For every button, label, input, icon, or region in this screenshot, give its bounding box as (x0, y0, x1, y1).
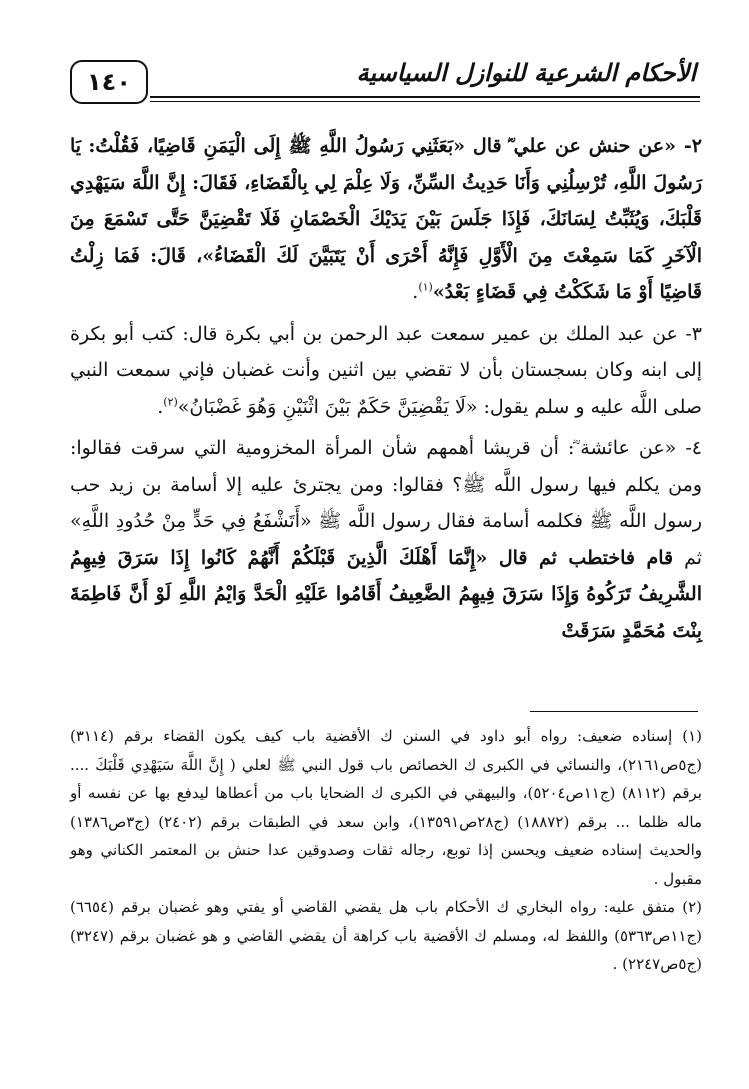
footnote-line: (٢) متفق عليه: رواه البخاري ك الأحكام باب هل يقضي القاضي أو يفتي وهو غضبان برقم (121, 898, 702, 916)
text-line: رسول اللَّه ﷺ فكلمه أسامة فقال رسول اللَّه ﷺ «أَتَشْفَعُ فِي حَدٍّ مِنْ حُدُودِ اللَّهِ» ثم (70, 510, 702, 569)
footnote-line: (١) إسناده ضعيف: رواه أبو داود في السنن ك الأقضية باب كيف يكون القضاء برقم (٣١١٤) (70, 727, 702, 745)
footnote-line: (٦٦٥٤) (ج١١ص٥٣٦٣) واللفظ له، ومسلم ك الأقضية باب كراهة أن يقضي القاضي و (70, 898, 702, 945)
footnote-line: (ج٥ص٢١٦١)، والنسائي في الكبرى ك الخصائص باب قول النبي ﷺ لعلي ( إِنَّ اللَّهَ (180, 755, 702, 774)
footnote-2 (70, 893, 702, 979)
footnote-line: من أعطاها ليدفع بها عن نفسه أو ماله ظلما ... برقم (١٨٨٧٢) (ج٢٨ص١٣٥٩١)، وابن (70, 784, 703, 831)
text-line: . (157, 395, 164, 418)
footnote-line: هو غضبان برقم (٣٢٤٧) (ج٥ص٢٢٤٧) . (70, 926, 702, 973)
text-line: قام فاختطب ثم قال «إِنَّمَا أَهْلَكَ الَّذِينَ قَبْلَكُمْ أَنَّهُمْ كَانُوا إِذَا سَرَقَ فِيهِمُ الشَّرِيفُ تَرَكُوهُ (70, 546, 702, 605)
page-number-badge (70, 60, 148, 104)
text-line: . (412, 281, 419, 303)
page-number: ١٤٠ (87, 68, 131, 96)
text-line: إلى ابنه وكان بسجستان بأن لا تقضي بين اثنين وأنت غضبان فإني سمعت النبي صلى (70, 359, 702, 418)
footnotes (70, 722, 702, 979)
header-rule (150, 96, 700, 98)
text-line: ٤- «عن عائشة ؓ: أن قريشا أهمهم شأن المرأة المخزومية التي سرقت فقالوا: (70, 437, 702, 459)
text-line: وَإِذَا سَرَقَ فِيهِمُ الضَّعِيفُ أَقَامُوا عَلَيْهِ الْحَدَّ وَايْمُ اللَّهِ لَوْ أَنَّ فَاطِمَةَ بِنْتَ مُحَمَّدٍ سَرَقَتْ (70, 583, 702, 642)
text-line: قَلْبَكَ، وَيُثَبِّتُ لِسَانَكَ، فَإِذَا جَلَسَ بَيْنَ يَدَيْكَ الْخَصْمَانِ فَلَا تَقْضِيَنَّ حَتَّى تَسْمَعَ مِنَ الْآخَرِ (70, 208, 702, 267)
footnote-1 (70, 722, 702, 893)
header-rule-thin (150, 101, 700, 102)
text-line: شَكَكْتُ فِي قَضَاءٍ بَعْدُ» (432, 281, 610, 303)
footnote-ref-1: (١) (418, 280, 433, 294)
running-title: الأحكام الشرعية للنوازل السياسية (356, 58, 696, 87)
paragraph-4 (70, 430, 702, 649)
text-line: كَمَا سَمِعْتَ مِنَ الْأَوَّلِ فَإِنَّهُ أَحْرَى أَنْ يَتَبَيَّنَ لَكَ الْقَضَاءُ»، قَالَ: فَمَا زِلْتُ قَاضِيًا أَوْ مَا (70, 244, 702, 303)
text-line: ومن يكلم فيها رسول اللَّه ﷺ؟ فقالوا: ومن يجترئ عليه إلا أسامة بن زيد حب (70, 473, 702, 496)
paragraph-2 (70, 128, 702, 311)
text-line: اللَّه عليه و سلم يقول: «لَا يَقْضِيَنَّ حَكَمٌ بَيْنَ اثْنَيْنِ وَهُوَ غَضْبَانُ» (177, 395, 658, 418)
text-line: يَا رَسُولَ اللَّهِ، تُرْسِلُنِي وَأَنَا حَدِيثُ السِّنِّ، وَلَا عِلْمَ لِي بِالْقَضَاءِ، فَقَالَ: إِنَّ اللَّهَ سَيَهْدِي (70, 135, 702, 194)
footnote-line: سَيَهْدِي قَلْبَكَ .... برقم (٨١١٢) (ج١١ص٥٢٠٤)، والبيهقي في الكبرى ك الضحايا باب (70, 755, 702, 802)
text-line: ٣- عن عبد الملك بن عمير سمعت عبد الرحمن بن أبي بكرة قال: كتب أبو بكرة (70, 322, 702, 345)
footnote-ref-2: (٢) (163, 395, 178, 409)
main-text (70, 128, 702, 649)
paragraph-3 (70, 316, 702, 426)
footnote-separator (530, 711, 698, 712)
footnote-line: رجاله ثقات وصدوقين عدا حنش بن المعتمر الكناني وهو مقبول . (70, 841, 702, 888)
text-line: ٢- «عن حنش عن علي ؓ قال «بَعَثَنِي رَسُولُ اللَّهِ ﷺ إِلَى الْيَمَنِ قَاضِيًا، فَقُلْتُ: (88, 135, 702, 157)
page-header (60, 56, 700, 108)
footnote-line: سعد في الطبقات برقم (٢٤٠٢) (ج٣ص١٣٨٦) والحديث إسناده ضعيف ويحسن إذا توبع، (70, 812, 702, 859)
